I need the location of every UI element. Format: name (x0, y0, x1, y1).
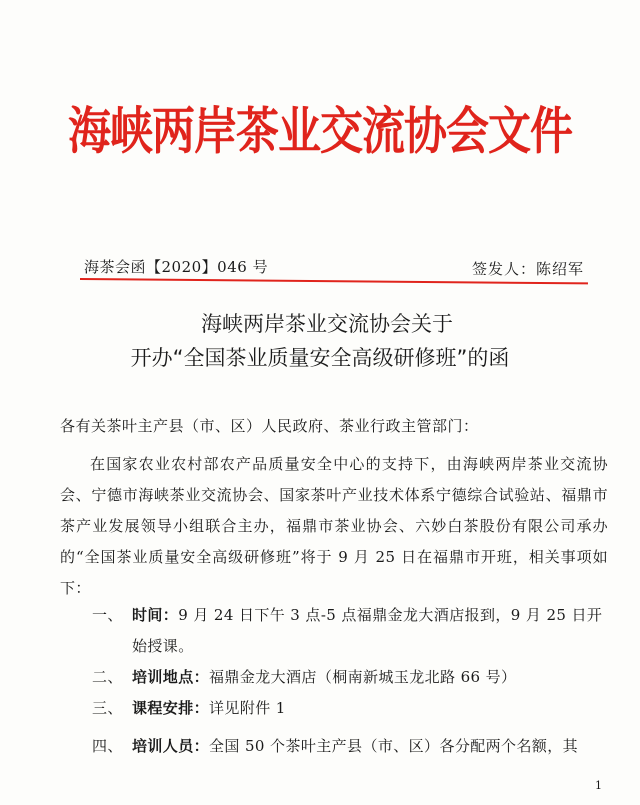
list-item-number: 二、 (92, 668, 123, 686)
list-item-number: 一、 (92, 606, 123, 624)
list-item-text: 全国 50 个茶叶主产县（市、区）各分配两个名额，其 (209, 737, 579, 755)
list-item-label: 课程安排： (132, 699, 210, 717)
list-item-curriculum (92, 693, 612, 724)
list-item-number: 四、 (92, 737, 123, 755)
list-item-text: 详见附件 1 (209, 699, 286, 717)
list-item-text: 福鼎金龙大酒店（桐南新城玉龙北路 66 号） (209, 668, 517, 686)
document-title-line-2: 开办“全国茶业质量安全高级研修班”的函 (130, 346, 510, 370)
document-number: 海茶会函【2020】046 号 (84, 258, 269, 276)
list-item-label: 培训地点： (132, 668, 210, 686)
body-paragraph: 在国家农业农村部农产品质量安全中心的支持下，由海峡两岸茶业交流协会、宁德市海峡茶业交流协会、国家茶叶产业技术体系宁德综合试验站、福鼎市茶产业发展领导小组联合主办，福鼎市茶业协会、六妙白茶股份有限公司承办的“全国茶业质量安全高级研修班”将于 9 月 25 日在福鼎市开班，相关事项如下： (60, 455, 608, 597)
list-item-participants (92, 731, 612, 762)
list-item-label: 时间： (132, 606, 179, 624)
document-number-row (84, 256, 584, 278)
list-item-time (92, 600, 612, 662)
list-item-location (92, 662, 612, 693)
document-title-line-1: 海峡两岸茶业交流协会关于 (201, 312, 453, 336)
signer: 签发人：陈绍军 (471, 260, 584, 278)
list-item-text: 9 月 24 日下午 3 点-5 点福鼎金龙大酒店报到，9 月 25 日开 (178, 606, 603, 624)
page-number: 1 (595, 779, 602, 792)
list-item-number: 三、 (92, 699, 123, 717)
salutation: 各有关茶叶主产县（市、区）人民政府、茶业行政主管部门： (60, 417, 479, 435)
masthead-title: 海峡两岸茶业交流协会文件 (68, 102, 572, 162)
list-item-label: 培训人员： (132, 737, 210, 755)
list-item-continuation: 始授课。 (132, 637, 194, 655)
